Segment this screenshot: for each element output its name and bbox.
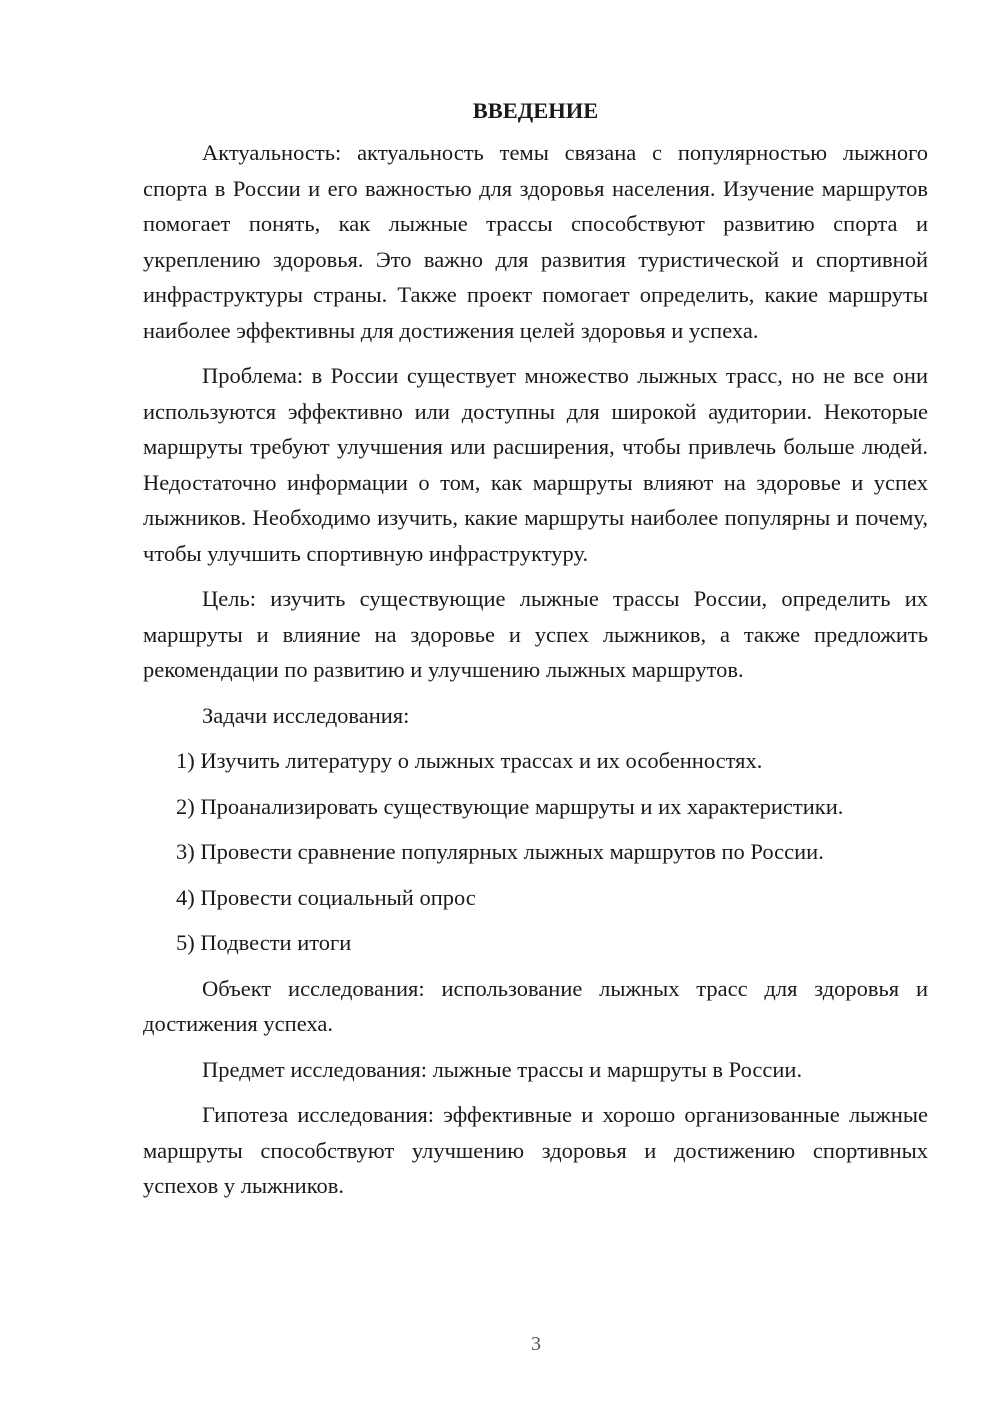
goal-paragraph: Цель: изучить существующие лыжные трассы России, определить их маршруты и влияние на здоровье и успех лыжников, а также предложить рекомендации по развитию и улучшению лыжных маршрутов.: [143, 586, 928, 682]
hypothesis-paragraph: Гипотеза исследования: эффективные и хорошо организованные лыжные маршруты способствуют улучшению здоровья и достижению спортивных успехов у лыжников.: [143, 1102, 928, 1198]
list-item: 3) Провести сравнение популярных лыжных маршрутов по России.: [176, 839, 824, 864]
subject-paragraph: Предмет исследования: лыжные трассы и маршруты в России.: [202, 1056, 803, 1082]
object-paragraph: Объект исследования: использование лыжных трасс для здоровья и достижения успеха.: [143, 975, 928, 1036]
document-page: [143, 96, 928, 1214]
list-item: 2) Проанализировать существующие маршруты и их характеристики.: [176, 793, 844, 819]
list-item: 4) Провести социальный опрос: [176, 884, 476, 910]
tasks-heading: Задачи исследования:: [202, 702, 410, 728]
page-number: 3: [531, 1333, 541, 1355]
list-item: 1) Изучить литературу о лыжных трассах и их особенностях.: [176, 748, 763, 773]
page-title: ВВЕДЕНИЕ: [472, 98, 599, 123]
tasks-list: [143, 743, 928, 961]
list-item: 5) Подвести итоги: [176, 930, 352, 955]
relevance-paragraph: Актуальность: актуальность темы связана с популярностью лыжного спорта в России и его важностью для здоровья населения. Изучение маршрутов помогает понять, как лыжные трассы способствуют развитию спорта и укреплению здоровья. Это важно для развития туристической и спортивной инфраструктуры страны. Также проект помогает определить, какие маршруты наиболее эффективны для достижения целей здоровья и успеха.: [143, 140, 928, 343]
problem-paragraph: Проблема: в России существует множество лыжных трасс, но не все они используются эффективно или доступны для широкой аудитории. Некоторые маршруты требуют улучшения или расширения, чтобы привлечь больше людей. Недостаточно информации о том, как маршруты влияют на здоровье и успех лыжников. Необходимо изучить, какие маршруты наиболее популярны и почему, чтобы улучшить спортивную инфраструктуру.: [143, 363, 928, 566]
